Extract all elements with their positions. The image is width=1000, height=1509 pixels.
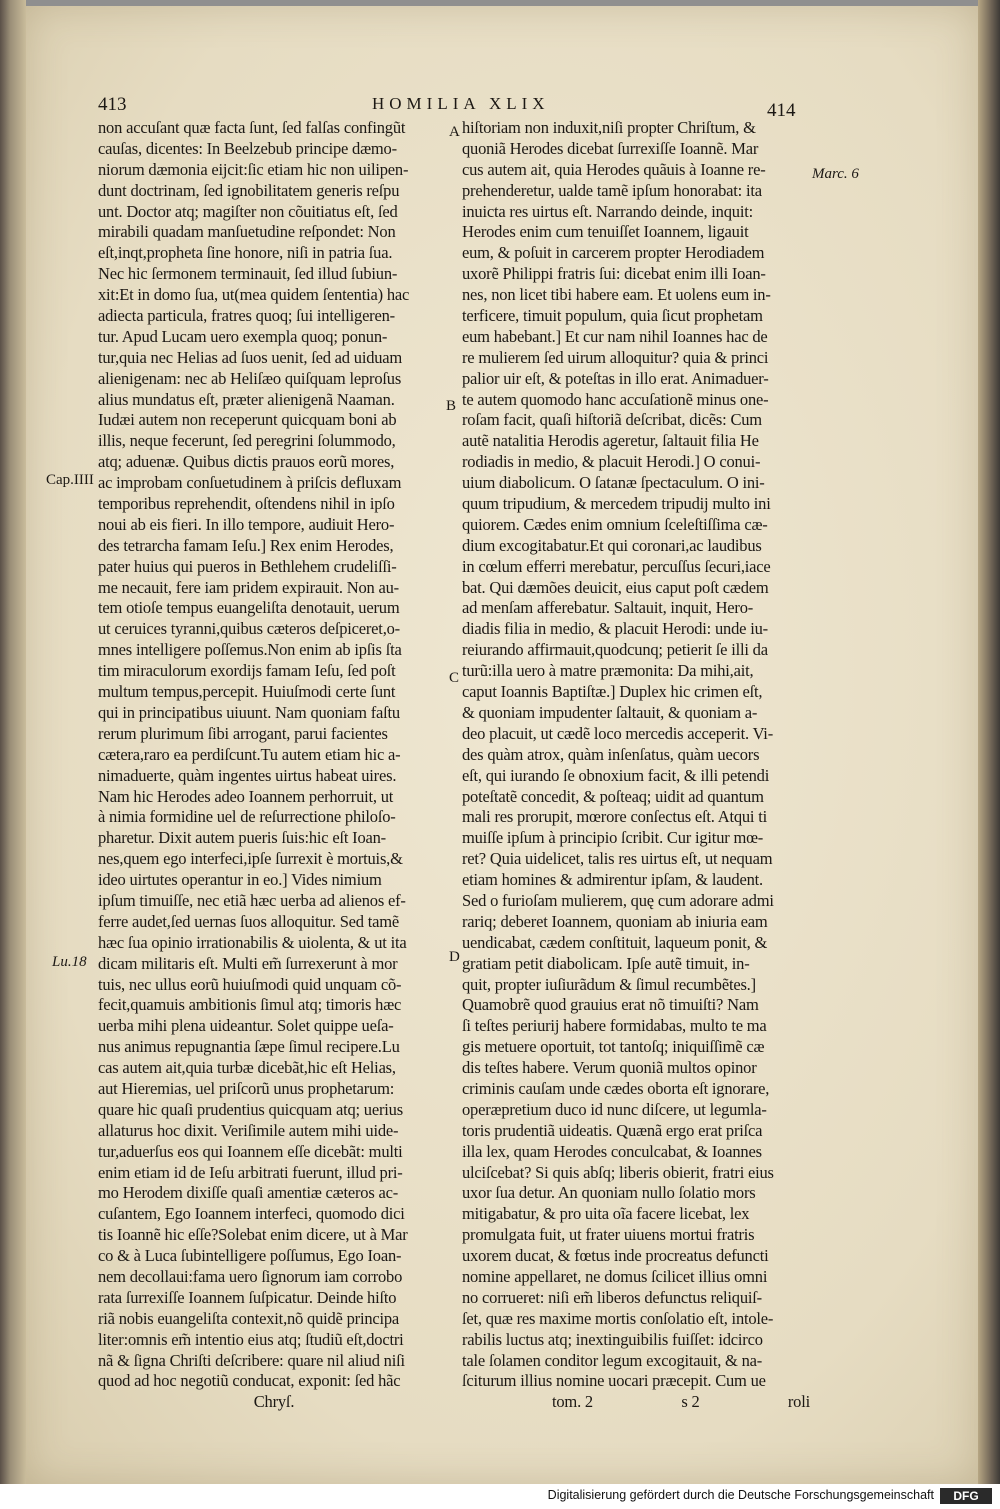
right-column-line: Herodes enim cum tenuiſſet Ioannem, ligauit — [462, 222, 749, 242]
right-column-line: turũ:illa uero à matre præmonita: Da mihi,ait, — [462, 661, 754, 681]
signature-line — [462, 1392, 814, 1413]
left-column-line: nã & ſigna Chriſti deſcribere: quare nil aliud niſi — [98, 1350, 405, 1370]
section-letter-c: C — [449, 670, 460, 686]
right-column-line: diadis filia in medio, & placuit Herodi: unde iu- — [462, 619, 768, 639]
margin-note-cap: Cap.IIII — [46, 472, 94, 488]
left-column-line: ac improbam conſuetudinem à priſcis defluxam — [98, 473, 402, 493]
right-text-column — [462, 118, 814, 1413]
left-column-line: tur,quia nec Helias ad ſuos uenit, ſed ad uiduam — [98, 347, 403, 367]
left-column-line: mo Herodem dixiſſe quaſi amentiæ cæteros ac- — [98, 1183, 399, 1203]
left-column-line: nes,quem ego interfeci,ipſe ſurrexit è mortuis,& — [98, 849, 403, 869]
left-column-line: rerum plurimum ſibi arrogant, parui facientes — [98, 723, 388, 743]
left-column-line: adiecta particula, fratres quoq; ſui intelligeren- — [98, 306, 395, 326]
signature-sig: s 2 — [681, 1392, 700, 1412]
left-column-line: Nam hic Herodes adeo Ioannem perhorruit, ut — [98, 786, 394, 806]
right-column-line: eſt, qui iurando ſe obnoxium facit, & illi petendi — [462, 765, 770, 785]
left-column-line: tuis, nec ullus eorũ huiuſmodi quid unquam cõ- — [98, 974, 402, 994]
left-column-line: co & à Luca ſubintelligere poſſumus, Ego Ioan- — [98, 1246, 402, 1266]
left-column-line: cas autem ait,quia turbæ dicebãt,hic eſt Helias, — [98, 1058, 396, 1078]
right-column-line: reiurando affirmauit,quodcunq; petierit ſe illi da — [462, 640, 768, 660]
left-column-line: multum tempus,percepit. Huiuſmodi certe ſunt — [98, 682, 396, 702]
left-column-line: ferre audet,ſed uernas ſuos alloquitur. Sed tamẽ — [98, 911, 400, 931]
left-column-line: mirabili quadam manſuetudine reſpondet: Non — [98, 222, 396, 242]
footer-credit: Digitalisierung gefördert durch die Deutsche Forschungsgemeinschaft — [547, 1488, 934, 1502]
left-column-line: alienigenam: nec ab Heliſæo quiſquam leproſus — [98, 368, 402, 388]
left-column-line: ut ceruices tyranni,quibus cæteros deſpiceret,o- — [98, 619, 400, 639]
left-column-line: dunt doctrinam, ſed ignobilitatem generis reſpu — [98, 180, 400, 200]
left-column-line: quare hic quaſi prudentius quicquam atq; uerius — [98, 1099, 403, 1119]
margin-note-luc: Lu.18 — [52, 954, 87, 970]
right-column-line: dium excogitabatur.Et qui coronari,ac laudibus — [462, 535, 762, 555]
left-column-line: cuſantem, Ego Ioannem interfeci, quomodo dici — [98, 1204, 405, 1224]
left-column-line: ipſum timuiſſe, nec etiã hæc uerba ad alienos ef- — [98, 890, 406, 910]
right-column-line: rariq; deberet Ioannem, quoniam ab iniuria eam — [462, 911, 768, 931]
left-column-line: niorum dæmonia eijcit:ſic etiam hic non uilipen- — [98, 159, 409, 179]
right-column-line: toris prudentiã uideatis. Quænã ergo erat priſca — [462, 1120, 763, 1140]
book-left-edge — [0, 0, 26, 1509]
right-column-line: eum habebant.] Et cur nam nihil Ioannes hac de — [462, 326, 768, 346]
right-column-line: uxor ſua detur. An quoniam nullo ſolatio mors — [462, 1183, 756, 1203]
right-column-line: muiſſe ipſum à principio ſcribit. Cur igitur mœ- — [462, 828, 764, 848]
left-column-line: allaturus hoc dixit. Veriſimile autem mihi uide- — [98, 1120, 399, 1140]
right-column-line: palior uir eſt, & poteſtas in illo erat. Animaduer- — [462, 368, 769, 388]
right-column-line: caput Ioannis Baptiſtæ.] Duplex hic crimen eſt, — [462, 682, 763, 702]
right-column-line: quoniã Herodes dicebat ſurrexiſſe Ioannẽ. Mar — [462, 138, 759, 158]
left-column-line: pharetur. Dixit autem pueris ſuis:hic eſt Ioan- — [98, 828, 386, 848]
left-text-column — [98, 118, 450, 1413]
right-column-line: nes, non licet tibi habere eam. Et uolens eum in- — [462, 285, 771, 305]
right-column-line: tale ſolamen conditor legum excogitauit, & na- — [462, 1350, 763, 1370]
right-column-line: uxorem ducat, & fœtus inde procreatus defuncti — [462, 1246, 769, 1266]
left-column-line: hæc ſua opinio irrationabilis & uiolenta, & ut ita — [98, 932, 407, 952]
left-column-line: nem decollaui:fama uero ſignorum iam corrobo — [98, 1266, 403, 1286]
left-column-line: eſt,inqt,propheta ſine honore, niſi in patria ſua. — [98, 243, 393, 263]
right-column-line: cus autem ait, quia Herodes quãuis à Ioanne re- — [462, 159, 766, 179]
right-column-line: eum, & poſuit in carcerem propter Herodiadem — [462, 243, 765, 263]
right-column-line: no corrueret: niſi em̃ liberos defunctus reliquiſ- — [462, 1287, 762, 1307]
left-column-line: tis Ioannẽ hic eſſe?Solebat enim dicere, ut à Mar — [98, 1225, 408, 1245]
section-letter-a: A — [449, 124, 460, 140]
left-column-line: mnes intelligere poſſemus.Non enim ab ipſis ſta — [98, 640, 402, 660]
section-letter-b: B — [446, 398, 457, 414]
right-column-line: des quàm atrox, quàm inſenſatus, quàm uecors — [462, 744, 760, 764]
left-column-line: xit:Et in domo ſua, ut(mea quidem ſententia) hac — [98, 285, 410, 305]
right-column-line: Sed o furioſam mulierem, quę cum adorare admi — [462, 890, 774, 910]
right-column-line: ad menſam afferebatur. Saltauit, inquit, Hero- — [462, 598, 754, 618]
right-column-line: promulgata fuit, ut frater uiuens mortui fratris — [462, 1225, 755, 1245]
right-column-line: etiam homines & admirentur ipſam, & laudent. — [462, 870, 763, 890]
left-column-line: nus animus repugnantia ſæpe ſimul recipere.Lu — [98, 1037, 400, 1057]
left-column-line: tur,aduerſus eos qui Ioannem eſſe dicebãt: multi — [98, 1141, 403, 1161]
left-column-line: dicam militaris eſt. Multi em̃ ſurrexerunt à mor — [98, 953, 398, 973]
right-column-line: re mulierem ſed uirum alloquitur? quia & princi — [462, 347, 769, 367]
book-right-edge — [978, 0, 1000, 1509]
left-column-line: tem otioſe tempus euangeliſta denotauit, uerum — [98, 598, 400, 618]
left-column-line: Nec hic ſermonem terminauit, ſed illud ſubiun- — [98, 264, 398, 284]
right-column-line: operæpretium duco id nunc diſcere, ut legumla- — [462, 1099, 767, 1119]
left-column-line: uerba mihi plena uideantur. Solet quippe ueſa- — [98, 1016, 394, 1036]
left-column-line: Iudæi autem non receperunt quicquam boni ab — [98, 410, 397, 430]
right-column-line: rodiadis in medio, & placuit Herodi.] O conui- — [462, 452, 761, 472]
left-column-line: fecit,quamuis ambitionis ſimul atq; timoris hæc — [98, 995, 402, 1015]
left-column-line: unt. Doctor atq; magiſter non cõuitiatus eſt, ſed — [98, 201, 398, 221]
right-column-line: nomine appellaret, ne domus ſcilicet illius omni — [462, 1266, 768, 1286]
page-number-right: 414 — [767, 100, 796, 121]
right-column-line: ret? Quia uidelicet, talis res uirtus eſt, ut nequam — [462, 849, 773, 869]
signature-catch: roli — [787, 1392, 810, 1412]
right-column-line: uendicabat, cædem conſtituit, laqueum ponit, & — [462, 932, 768, 952]
left-column-line: cauſas, dicentes: In Beelzebub principe dæmo- — [98, 138, 397, 158]
left-column-line: qui in principatibus uiuunt. Nam quoniam faſtu — [98, 702, 400, 722]
left-column-line: nimaduerte, quàm ingentes uirtus habeat uires. — [98, 765, 397, 785]
left-column-line: rata ſurrexiſſe Ioannem ſuſpicatur. Deinde hiſto — [98, 1287, 397, 1307]
right-column-line: in cœlum efferri merebatur, percuſſus ſecuri,iace — [462, 556, 771, 576]
right-column-line: autẽ natalitia Herodis ageretur, ſaltauit filia He — [462, 431, 759, 451]
right-column-line: ulciſcebat? Si quis abſq; liberis obierit, fratri eius — [462, 1162, 774, 1182]
right-column-line: bat. Qui dæmões deuicit, eius caput poſt cædem — [462, 577, 769, 597]
page-number-left: 413 — [98, 94, 127, 115]
section-letter-d: D — [449, 949, 460, 965]
catchword-left: Chryſ. — [253, 1392, 295, 1412]
right-column-line: ſciturum illius nomine uocari præcepit. Cum ue — [462, 1371, 766, 1391]
left-column-line: riã nobis euangeliſta contexit,nõ quidẽ principa — [98, 1308, 400, 1328]
left-column-line: enim etiam id de Ieſu arbitrati fuerunt, illud pri- — [98, 1162, 403, 1182]
right-column-line: mitigabatur, & pro uita oĩa facere licebat, lex — [462, 1204, 750, 1224]
right-column-line: rabilis luctus atq; inextinguibilis fuiſſet: idcirco — [462, 1329, 763, 1349]
signature-tom: tom. 2 — [552, 1392, 593, 1412]
left-column-line: temporibus reprehendit, oſtendens nihil in ipſo — [98, 494, 395, 514]
right-column-line: Quamobrẽ quod grauius erat nõ timuiſti? Nam — [462, 995, 759, 1015]
right-column-line: quum tripudium, & mercedem tripudij multo ini — [462, 494, 771, 514]
right-column-line: dis teſtes habere. Verum quoniã multos opinor — [462, 1058, 757, 1078]
left-column-line: à nimia formidine uel de reſurrectione philoſo- — [98, 807, 396, 827]
left-column-line: cætera,raro ea perdiſcunt.Tu autem etiam hic a- — [98, 744, 401, 764]
right-column-line: poteſtatẽ concedit, & poſteaq; uidit ad quantum — [462, 786, 764, 806]
left-column-line: liter:omnis em̃ intentio eius atq; ſtudiũ eſt,doctri — [98, 1329, 404, 1349]
left-column-line: tur. Apud Lucam uero exempla quoq; ponun- — [98, 326, 388, 346]
left-column-line: non accuſant quæ facta ſunt, ſed falſas confingũt — [98, 118, 406, 137]
right-column-line: ſet, quæ res maxime mortis conſolatio eſt, intole- — [462, 1308, 774, 1328]
left-column-line: quod ad hoc negotiũ conducat, exponit: ſed hãc — [98, 1371, 401, 1391]
running-title: HOMILIA XLIX — [372, 94, 550, 113]
right-column-line: gis metuere oportuit, tot tantoſq; iniquiſſimẽ cæ — [462, 1037, 765, 1057]
left-column-line: alius mundatus eſt, præter alienigenã Naaman. — [98, 389, 395, 409]
right-column-line: inuicta res uirtus eſt. Narrando deinde, inquit: — [462, 201, 753, 221]
right-column-line: quiorem. Cædes enim omnium ſceleſtiſſima cæ- — [462, 514, 768, 534]
right-column-line: & quoniam impudenter ſaltauit, & quoniam a- — [462, 702, 758, 722]
left-column-line: pater huius qui pueros in Bethlehem crudeliſſi- — [98, 556, 397, 576]
right-column-line: roſam facit, quaſi hiſtoriã deſcribat, dicẽs: Cum — [462, 410, 762, 430]
right-column-line: deo placuit, ut cædẽ loco mercedis acceperit. Vi- — [462, 723, 773, 743]
margin-note-marc: Marc. 6 — [812, 166, 859, 182]
left-column-line: atq; aduenæ. Quibus dictis prauos eorũ mores, — [98, 452, 395, 472]
left-column-line: ideo uirtutes operantur in eo.] Vides nimium — [98, 870, 382, 890]
left-column-line: aut Hieremias, uel priſcorũ unus prophetarum: — [98, 1078, 395, 1098]
right-column-line: prehenderetur, ualde tamẽ ipſum honorabat: ita — [462, 180, 762, 200]
dfg-logo: DFG — [940, 1488, 992, 1504]
right-column-line: mali res prorupit, mœrore conſectus eſt. Atqui ti — [462, 807, 768, 827]
left-column-line: me necauit, fere iam pridem expirauit. Non au- — [98, 577, 399, 597]
right-column-line: terficere, timuit populum, quia ſicut prophetam — [462, 306, 763, 326]
right-column-line: illa lex, quam Herodes conculcabat, & Ioannes — [462, 1141, 762, 1161]
left-column-line: illis, neque fecerunt, ſed peregrini ſolummodo, — [98, 431, 396, 451]
left-column-line: des tetrarcha famam Ieſu.] Rex enim Herodes, — [98, 535, 394, 555]
right-column-line: quit, propter iuſiurãdum & ſimul recumbẽtes.] — [462, 974, 756, 994]
right-column-line: ſi teſtes periurij habere formidabas, multo te ma — [462, 1016, 767, 1036]
right-column-line: uium diabolicum. O ſatanæ ſpectaculum. O ini- — [462, 473, 765, 493]
right-column-line: te autem quomodo hanc accuſationẽ minus one- — [462, 389, 769, 409]
right-column-line: hiſtoriam non induxit,niſi propter Chriſtum, & — [462, 118, 756, 137]
right-column-line: criminis cauſam unde cædes oborta eſt ignorare, — [462, 1078, 770, 1098]
right-column-line: gratiam petit diabolicam. Ipſe autẽ timuit, in- — [462, 953, 750, 973]
right-column-line: uxorẽ Philippi fratris ſui: dicebat enim illi Ioan- — [462, 264, 766, 284]
left-column-line: noui ab eis fieri. In illo tempore, audiuit Hero- — [98, 514, 395, 534]
left-column-line: tim miraculorum exordijs famam Ieſu, ſed poſt — [98, 661, 396, 681]
